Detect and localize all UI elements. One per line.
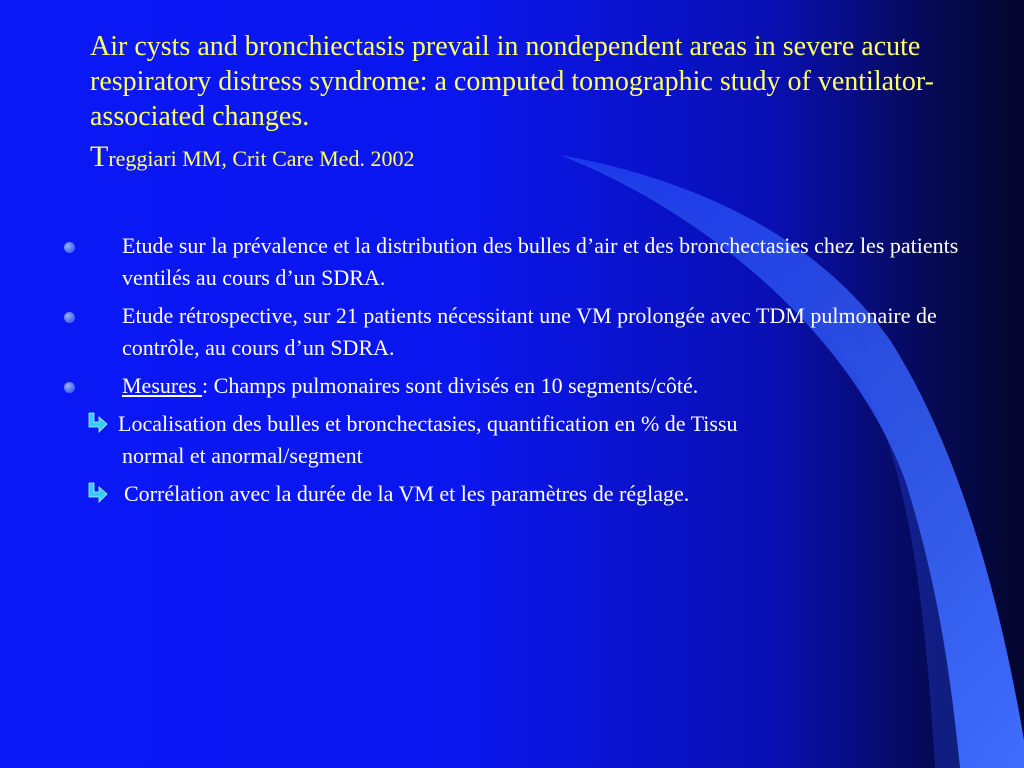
sub-item-text: Corrélation avec la durée de la VM et les paramètres de réglage. — [124, 481, 690, 506]
bullet-dot-icon — [64, 242, 75, 253]
sub-item-text: Localisation des bulles et bronchectasies, quantification en % de Tissu — [118, 411, 738, 436]
bullet-item — [60, 300, 960, 364]
title-block — [90, 29, 950, 174]
sub-item-text-cont: normal et anormal/segment — [122, 443, 363, 468]
bullet-dot-icon — [64, 312, 75, 323]
slide-body — [60, 230, 960, 516]
bullet-item-measures — [60, 370, 960, 402]
arrow-turn-right-icon — [86, 412, 108, 434]
citation-text: reggiari MM, Crit Care Med. 2002 — [108, 146, 415, 171]
bullet-text: Etude rétrospective, sur 21 patients nécessitant une VM prolongée avec TDM pulmonaire de contrôle, au cours d’un SDRA. — [122, 303, 937, 360]
bullet-dot-icon — [64, 382, 75, 393]
bullet-item — [60, 230, 960, 294]
measures-text: : Champs pulmonaires sont divisés en 10 segments/côté. — [202, 373, 699, 398]
sub-item — [60, 408, 960, 472]
slide-title: Air cysts and bronchiectasis prevail in nondependent areas in severe acute respiratory distress syndrome: a computed tomographic study of ventilator-associated changes. — [90, 31, 934, 132]
citation-initial: T — [90, 140, 109, 173]
arrow-turn-right-icon — [86, 482, 108, 504]
sub-item — [60, 478, 960, 510]
measures-label: Mesures — [122, 373, 203, 398]
citation — [90, 142, 950, 174]
bullet-text: Etude sur la prévalence et la distribution des bulles d’air et des bronchectasies chez les patients ventilés au cours d’un SDRA. — [122, 233, 959, 290]
